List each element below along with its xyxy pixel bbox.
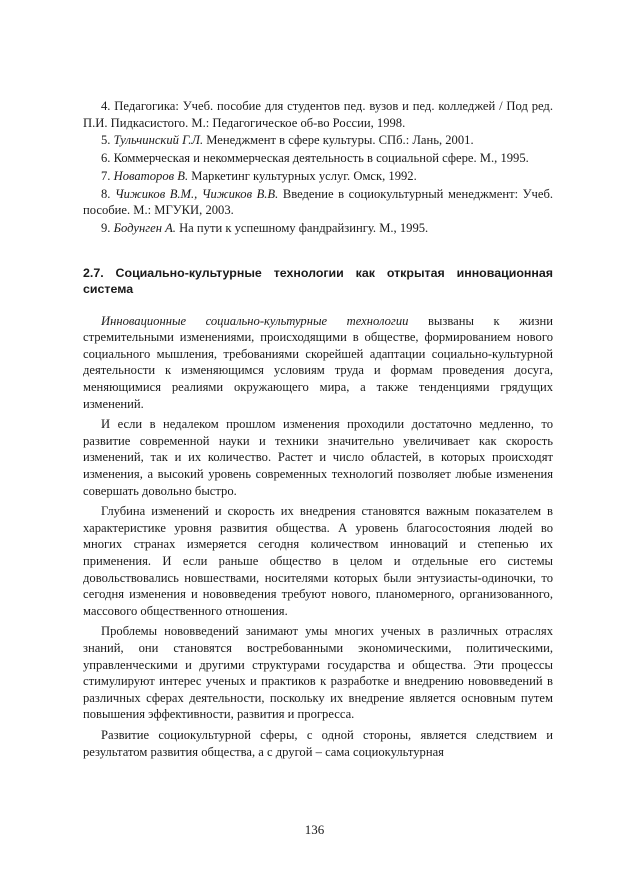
reference-list: [83, 98, 553, 237]
italic-term: Инновационные социально-культурные технологии: [101, 313, 409, 328]
paragraph: И если в недалеком прошлом изменения проходили достаточно медленно, то развитие современной науки и техники значительно увеличивает как скорость изменений, так и их количество. Растет и число областей, в которых происходят изменения, а высокий уровень современных технологий позволяет любые изменения совершать довольно быстро.: [83, 417, 553, 498]
reference-author: Тульчинский Г.Л.: [113, 133, 204, 148]
reference-item: [83, 132, 553, 149]
reference-author: Новаторов В.: [113, 168, 189, 183]
reference-author: Бодунген А.: [113, 221, 176, 236]
body-text: [83, 313, 553, 760]
reference-number: 5.: [101, 133, 114, 148]
reference-item: [83, 186, 553, 219]
page-content: [83, 98, 553, 764]
reference-text: Введение в социокультурный менеджмент: Учеб. пособие. М.: МГУКИ, 2003.: [83, 186, 554, 218]
reference-number: 8.: [101, 186, 115, 201]
paragraph-text: вызваны к жизни стремительными изменениями, происходящими в обществе, формированием нового социального мышления, требованиями скорейшей адаптации социально-культурной деятельности к изменяющимся условиям труда и формам проведения досуга, меняющимися реалиями окружающего мира, а также тенденциями грядущих изменений.: [83, 313, 553, 411]
reference-text: Менеджмент в сфере культуры. СПб.: Лань, 2001.: [203, 133, 474, 148]
paragraph: Развитие социокультурной сферы, с одной стороны, является следствием и результатом развития общества, а с другой – сама социокультурная: [83, 727, 553, 759]
paragraph: [83, 313, 553, 413]
reference-text: Маркетинг культурных услуг. Омск, 1992.: [188, 168, 417, 183]
reference-item: 6. Коммерческая и некоммерческая деятельность в социальной сфере. М., 1995.: [101, 151, 529, 166]
paragraph: Проблемы нововведений занимают умы многих ученых в различных отраслях знаний, они становятся востребованными экономическими, политическими, управленческими и другими структурами государства и общества. Эти процессы стимулируют интерес ученых и практиков к разработке и внедрению нововведений в различных сферах деятельности, поскольку их внедрение является основным путем повышения эффективности, развития и прогресса.: [83, 624, 553, 722]
reference-item: [83, 220, 553, 237]
reference-item: 4. Педагогика: Учеб. пособие для студентов пед. вузов и пед. колледжей / Под ред. П.И. Пидкасистого. М.: Педагогическое об-во России, 1998.: [83, 99, 553, 130]
paragraph: Глубина изменений и скорость их внедрения становятся важным показателем в характеристике уровня развития общества. А уровень благосостояния людей во многих странах измеряется сегодня количеством инноваций и степенью их применения. И если раньше общество в целом и отдельные его системы довольствовались новшествами, носителями которых были энтузиасты-одиночки, то сегодня изменения и нововведения требуют нового, планомерного, организованного, массового общественного отношения.: [83, 504, 553, 618]
page-number: 136: [304, 822, 325, 837]
reference-text: На пути к успешному фандрайзингу. М., 1995.: [175, 221, 429, 236]
reference-item: [83, 168, 553, 185]
reference-number: 7.: [101, 168, 114, 183]
reference-number: 9.: [101, 221, 114, 236]
reference-author: Чижиков В.М., Чижиков В.В.: [115, 186, 279, 201]
section-title: 2.7. Социально-культурные технологии как открытая инновационная система: [83, 265, 553, 296]
